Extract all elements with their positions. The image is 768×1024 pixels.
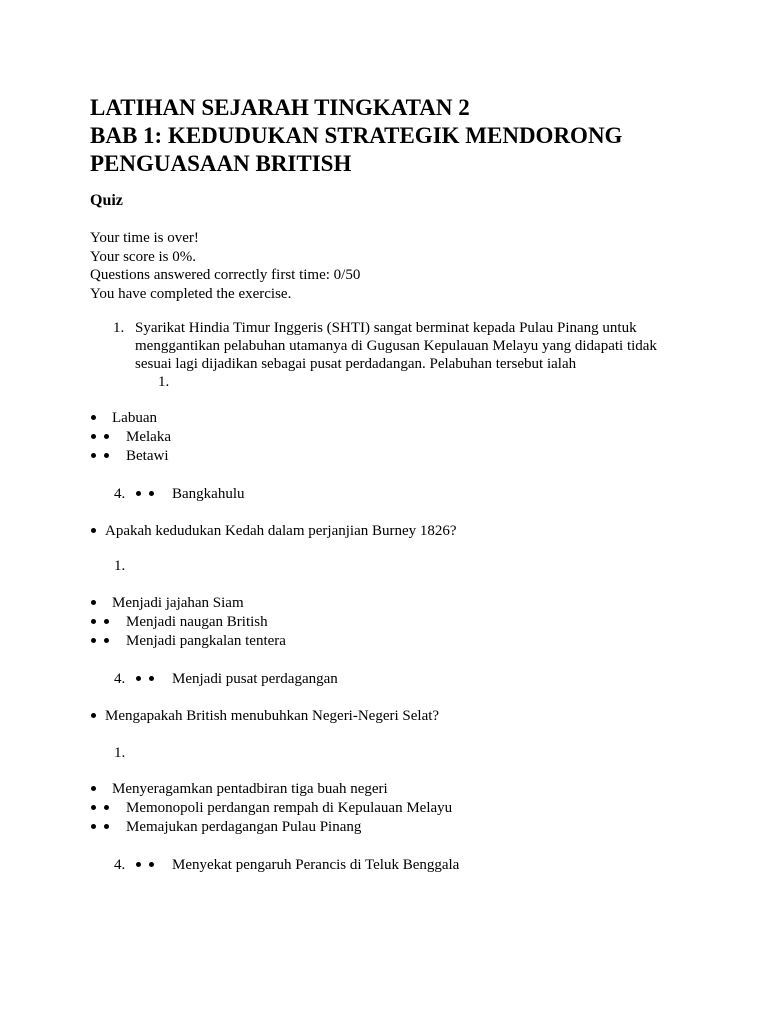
answer-sub-number: 1. <box>114 558 126 574</box>
bullet-icon <box>91 600 96 605</box>
question-text-line: sesuai lagi dijadikan sebagai pusat perdadangan. Pelabuhan tersebut ialah <box>135 356 577 372</box>
bullet-icon <box>149 491 154 496</box>
answer-option[interactable]: Melaka <box>126 429 171 445</box>
title-line: LATIHAN SEJARAH TINGKATAN 2 <box>90 95 470 120</box>
question-text-line: menggantikan pelabuhan utamanya di Gugusan Kepulauan Melayu yang didapati tidak <box>135 338 657 354</box>
bullet-icon <box>91 805 96 810</box>
bullet-icon <box>104 434 109 439</box>
answer-option[interactable]: Labuan <box>112 410 157 426</box>
bullet-icon <box>149 862 154 867</box>
answer-option[interactable]: Menjadi naugan British <box>126 614 268 630</box>
answer-sub-number: 1. <box>114 745 126 761</box>
bullet-icon <box>91 453 96 458</box>
bullet-icon <box>104 619 109 624</box>
result-score: Your score is 0%. <box>90 248 196 265</box>
question-text-line: Syarikat Hindia Timur Inggeris (SHTI) sangat berminat kepada Pulau Pinang untuk <box>135 320 637 336</box>
answer-sub-number: 1. <box>158 374 170 390</box>
bullet-icon <box>136 862 141 867</box>
answer-option[interactable]: Memonopoli perdangan rempah di Kepulauan Melayu <box>126 800 453 816</box>
bullet-icon <box>104 805 109 810</box>
bullet-icon <box>91 415 96 420</box>
answer-option[interactable]: Menjadi jajahan Siam <box>112 595 244 611</box>
answer-number: 4. <box>114 857 126 873</box>
bullet-icon <box>91 786 96 791</box>
answer-number: 4. <box>114 486 126 502</box>
bullet-icon <box>104 453 109 458</box>
question-text: Mengapakah British menubuhkan Negeri-Negeri Selat? <box>105 708 440 724</box>
title-line: BAB 1: KEDUDUKAN STRATEGIK MENDORONG <box>90 123 623 148</box>
bullet-icon <box>91 638 96 643</box>
bullet-icon <box>136 491 141 496</box>
bullet-icon <box>91 528 96 533</box>
bullet-icon <box>91 713 96 718</box>
question-number: 1. <box>113 320 125 336</box>
bullet-icon <box>104 824 109 829</box>
result-correct-count: Questions answered correctly first time: 0/50 <box>90 267 361 283</box>
bullet-icon <box>136 676 141 681</box>
answer-option[interactable]: Memajukan perdagangan Pulau Pinang <box>126 819 362 835</box>
result-time-over: Your time is over! <box>90 230 199 246</box>
bullet-icon <box>91 619 96 624</box>
answer-option[interactable]: Bangkahulu <box>172 486 245 502</box>
answer-option[interactable]: Menjadi pusat perdagangan <box>172 671 338 687</box>
question-text: Apakah kedudukan Kedah dalam perjanjian Burney 1826? <box>105 523 457 539</box>
answer-number: 4. <box>114 671 126 687</box>
bullet-icon <box>104 638 109 643</box>
answer-option[interactable]: Menjadi pangkalan tentera <box>126 633 286 649</box>
result-completed: You have completed the exercise. <box>90 285 292 302</box>
quiz-result <box>90 229 360 303</box>
quiz-heading: Quiz <box>90 192 123 209</box>
page-title <box>90 94 730 178</box>
answer-option[interactable]: Menyekat pengaruh Perancis di Teluk Benggala <box>172 857 460 873</box>
title-line: PENGUASAAN BRITISH <box>90 151 352 176</box>
answer-option[interactable]: Menyeragamkan pentadbiran tiga buah negeri <box>112 781 388 797</box>
answer-option[interactable]: Betawi <box>126 448 169 464</box>
bullet-icon <box>149 676 154 681</box>
bullet-icon <box>91 824 96 829</box>
bullet-icon <box>91 434 96 439</box>
